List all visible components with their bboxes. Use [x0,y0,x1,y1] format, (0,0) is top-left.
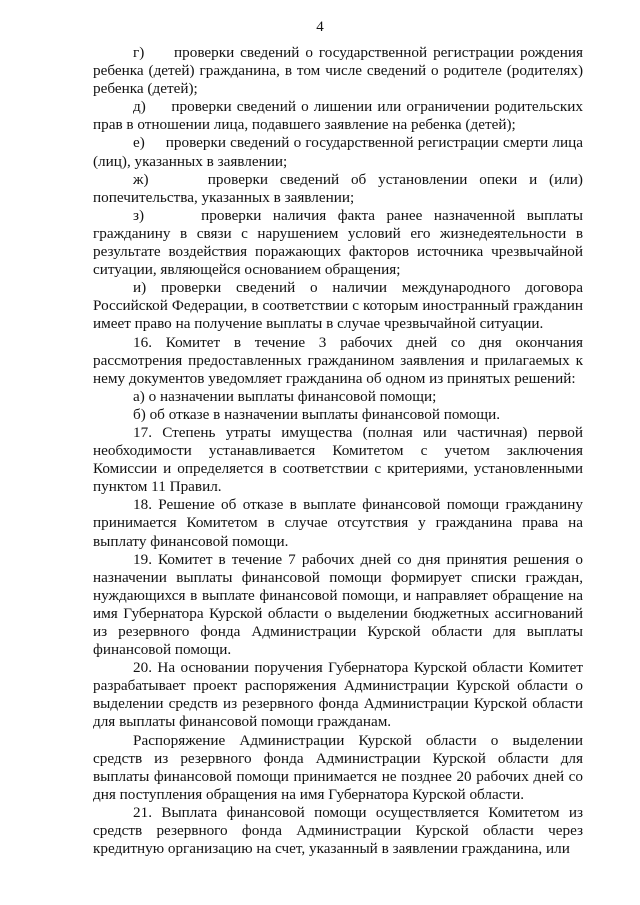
document-body [93,44,583,858]
paragraph-d: д) проверки сведений о лишении или ограничении родительских прав в отношении лица, подавшего заявление на ребенка (детей); [93,98,583,134]
paragraph-zh: ж) проверки сведений об установлении опеки и (или) попечительства, указанных в заявлении; [93,170,583,206]
paragraph-17: 17. Степень утраты имущества (полная или частичная) первой необходимости устанавливается Комитетом с учетом заключения Комиссии и определяется в соответствии с критериями, установленными пунктом 11 Правил. [93,423,583,496]
paragraph-z: з) проверки наличия факта ранее назначенной выплаты гражданину в связи с нарушением условий его жизнедеятельности в результате воздействия поражающих факторов источника чрезвычайной ситуации, являющейся основанием обращения; [93,206,583,279]
paragraph-18: 18. Решение об отказе в выплате финансовой помощи гражданину принимается Комитетом в случае отсутствия у гражданина права на выплату финансовой помощи. [93,496,583,550]
page-number: 4 [316,19,324,35]
paragraph-16: 16. Комитет в течение 3 рабочих дней со дня окончания рассмотрения предоставленных гражданином заявления и прилагаемых к нему документов уведомляет гражданина об одном из принятых решений: [93,333,583,387]
paragraph-i: и) проверки сведений о наличии международного договора Российской Федерации, в соответствии с которым иностранный гражданин имеет право на получение выплаты в случае чрезвычайной ситуации. [93,279,583,333]
paragraph-g: г) проверки сведений о государственной регистрации рождения ребенка (детей) гражданина, в том числе сведений о родителе (родителях) ребенка (детей); [93,44,583,98]
paragraph-19: 19. Комитет в течение 7 рабочих дней со дня принятия решения о назначении выплаты финансовой помощи формирует списки граждан, нуждающихся в выплате финансовой помощи, и направляет обращение на имя Губернатора Курской области о выделении бюджетных ассигнований из резервного фонда Администрации Курской области для выплаты финансовой помощи. [93,550,583,659]
paragraph-16-a: а) о назначении выплаты финансовой помощи; [133,387,437,405]
paragraph-20-order: Распоряжение Администрации Курской области о выделении средств из резервного фонда Администрации Курской области для выплаты финансовой помощи принимается не позднее 20 рабочих дней со дня поступления обращения на имя Губернатора Курской области. [93,731,583,803]
paragraph-20: 20. На основании поручения Губернатора Курской области Комитет разрабатывает проект распоряжения Администрации Курской области о выделении средств из резервного фонда Администрации Курской области для выплаты финансовой помощи гражданам. [93,659,583,731]
paragraph-e: е) проверки сведений о государственной регистрации смерти лица (лиц), указанных в заявлении; [93,134,583,170]
paragraph-16-b: б) об отказе в назначении выплаты финансовой помощи. [133,405,501,423]
paragraph-21: 21. Выплата финансовой помощи осуществляется Комитетом из средств резервного фонда Администрации Курской области через кредитную организацию на счет, указанный в заявлении гражданина, или [93,803,583,858]
